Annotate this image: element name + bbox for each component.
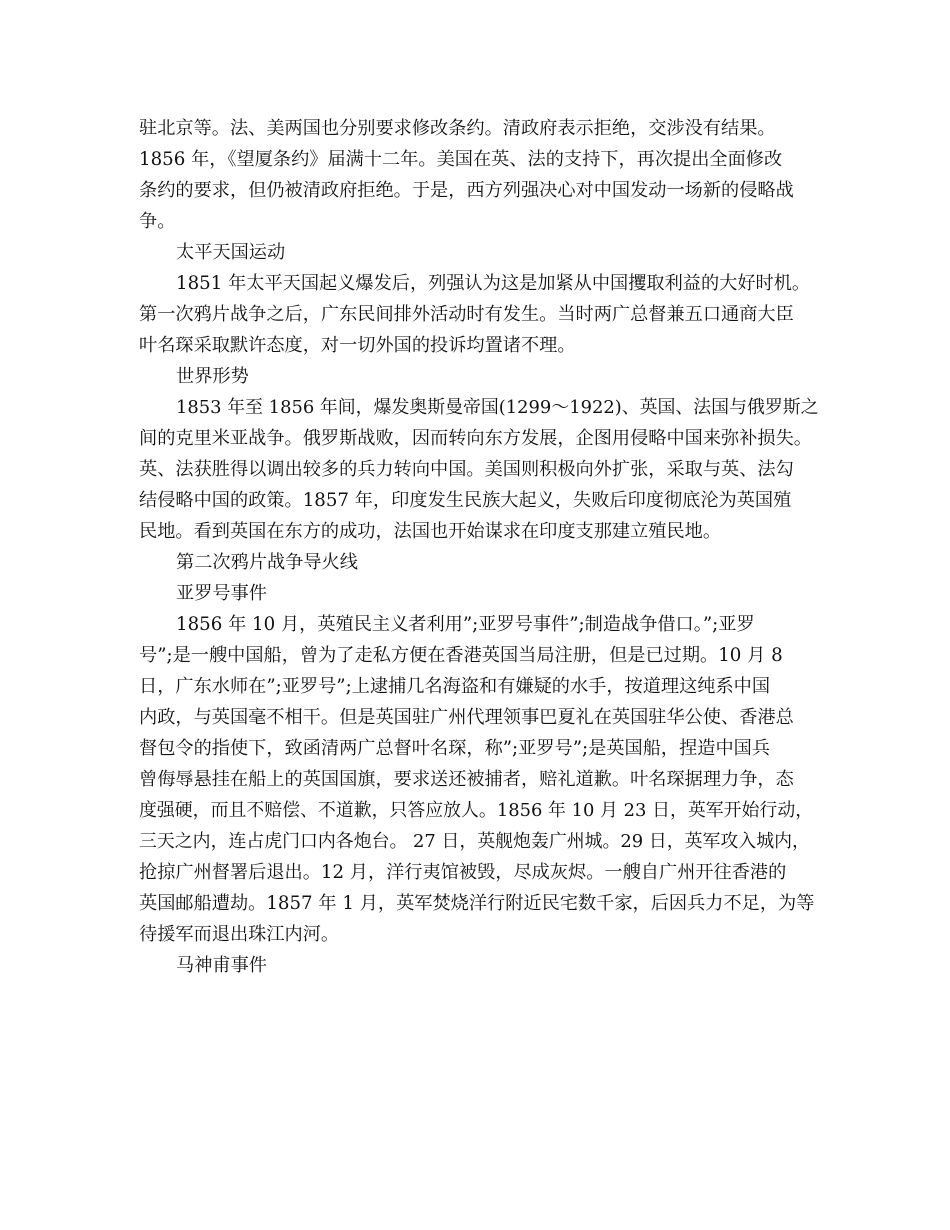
paragraph-line: 日，广东水师在”;亚罗号”;上逮捕几名海盗和有嫌疑的水手，按道理这纯系中国 xyxy=(139,676,771,697)
paragraph-line: 争。 xyxy=(139,211,176,232)
section-heading: 亚罗号事件 xyxy=(176,583,267,604)
paragraph-line: 1853 年至 1856 年间，爆发奥斯曼帝国(1299～1922)、英国、法国与俄罗斯之 xyxy=(176,397,819,418)
section-heading: 第二次鸦片战争导火线 xyxy=(176,552,358,573)
paragraph-line: 叶名琛采取默许态度，对一切外国的投诉均置诸不理。 xyxy=(139,335,576,356)
paragraph-line: 结侵略中国的政策。1857 年，印度发生民族大起义，失败后印度彻底沦为英国殖 xyxy=(139,490,792,511)
paragraph-line: 内政，与英国毫不相干。但是英国驻广州代理领事巴夏礼在英国驻华公使、香港总 xyxy=(139,707,794,728)
section-heading: 太平天国运动 xyxy=(176,242,286,263)
paragraph-line: 三天之内，连占虎门口内各炮台。 27 日，英舰炮轰广州城。29 日，英军攻入城内， xyxy=(139,831,810,852)
paragraph-line: 1851 年太平天国起义爆发后，列强认为这是加紧从中国攫取利益的大好时机。 xyxy=(176,273,811,294)
paragraph-line: 号”;是一艘中国船，曾为了走私方便在香港英国当局注册，但是已过期。10 月 8 xyxy=(139,645,783,666)
paragraph-line: 待援军而退出珠江内河。 xyxy=(139,924,340,945)
paragraph-line: 1856 年，《望厦条约》届满十二年。美国在英、法的支持下，再次提出全面修改 xyxy=(139,149,783,170)
section-heading: 世界形势 xyxy=(176,366,249,387)
paragraph-line: 第一次鸦片战争之后，广东民间排外活动时有发生。当时两广总督兼五口通商大臣 xyxy=(139,304,794,325)
paragraph-line: 度强硬，而且不赔偿、不道歉，只答应放人。1856 年 10 月 23 日，英军开始行动， xyxy=(139,800,814,821)
paragraph-line: 民地。看到英国在东方的成功，法国也开始谋求在印度支那建立殖民地。 xyxy=(139,521,722,542)
paragraph-line: 英、法获胜得以调出较多的兵力转向中国。美国则积极向外扩张，采取与英、法勾 xyxy=(139,459,794,480)
paragraph-line: 1856 年 10 月，英殖民主义者利用”;亚罗号事件”;制造战争借口。”;亚罗 xyxy=(176,614,755,635)
paragraph-line: 间的克里米亚战争。俄罗斯战败，因而转向东方发展，企图用侵略中国来弥补损失。 xyxy=(139,428,812,449)
paragraph-line: 条约的要求，但仍被清政府拒绝。于是，西方列强决心对中国发动一场新的侵略战 xyxy=(139,180,794,201)
paragraph-line: 英国邮船遭劫。1857 年 1 月，英军焚烧洋行附近民宅数千家，后因兵力不足，为等 xyxy=(139,893,815,914)
paragraph-line: 督包令的指使下，致函清两广总督叶名琛，称”;亚罗号”;是英国船，捏造中国兵 xyxy=(139,738,771,759)
paragraph-line: 曾侮辱悬挂在船上的英国国旗，要求送还被捕者，赔礼道歉。叶名琛据理力争，态 xyxy=(139,769,794,790)
section-heading: 马神甫事件 xyxy=(176,955,267,976)
paragraph-line: 抢掠广州督署后退出。12 月，洋行夷馆被毁，尽成灰烬。一艘自广州开往香港的 xyxy=(139,862,787,883)
paragraph-line: 驻北京等。法、美两国也分别要求修改条约。清政府表示拒绝，交涉没有结果。 xyxy=(139,118,776,139)
